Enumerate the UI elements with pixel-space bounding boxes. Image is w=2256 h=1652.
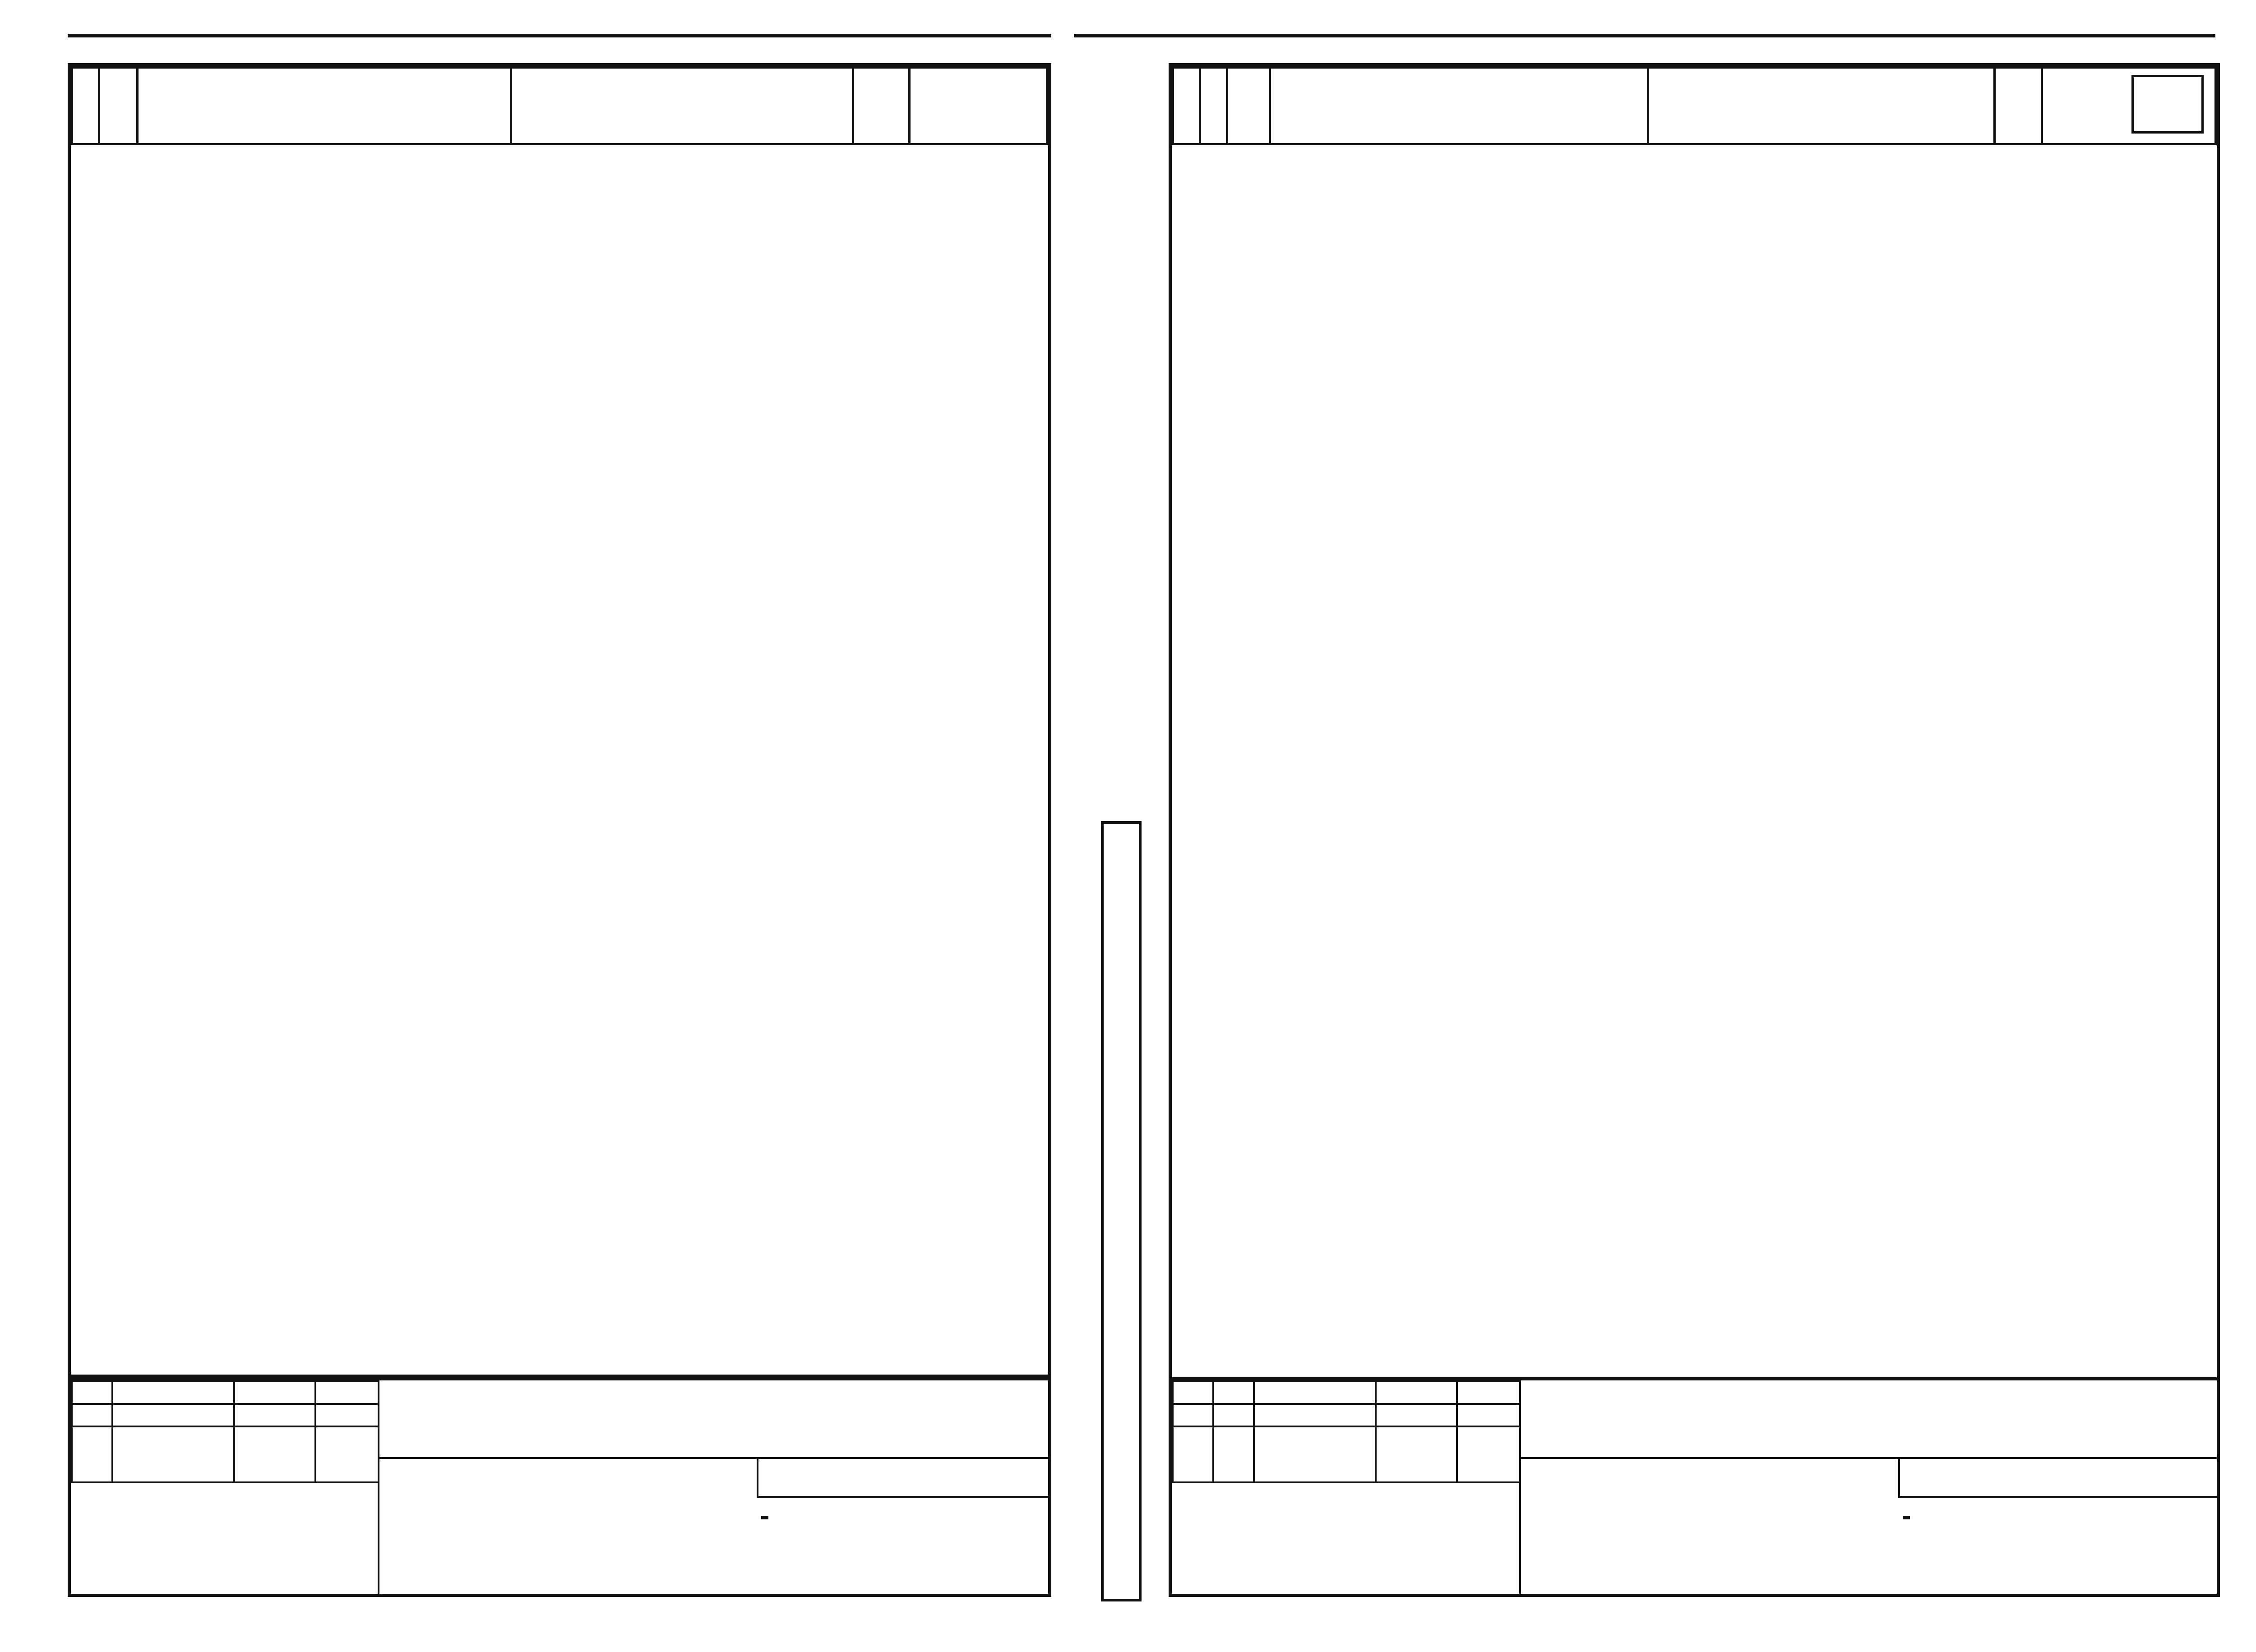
- col-header-name: [511, 68, 853, 144]
- col-header-designation: [1270, 68, 1648, 144]
- right-title-area: [1169, 1380, 2220, 1597]
- left-title-area: [68, 1380, 1051, 1597]
- col-header-designation: [137, 68, 511, 144]
- right-spec-table: [1172, 66, 2217, 145]
- left-org-logo: [761, 1516, 772, 1519]
- side-stamp-strip: [1101, 821, 1142, 1601]
- col-header-note: [2042, 68, 2215, 144]
- col-header-qty: [853, 68, 909, 144]
- left-sheet-top-rule: [68, 34, 1051, 37]
- right-lit-box: [1898, 1457, 2220, 1498]
- right-org-logo: [1903, 1516, 1914, 1519]
- col-header-format: [1173, 68, 1200, 144]
- page-number: [2131, 75, 2204, 134]
- left-lit-box: [757, 1457, 1051, 1498]
- col-header-pos: [99, 68, 137, 144]
- left-signatures-table: [71, 1380, 379, 1483]
- left-spec-table: [71, 66, 1048, 145]
- col-header-qty: [1994, 68, 2042, 144]
- col-header-note: [909, 68, 1047, 144]
- org-logo-mark: [761, 1516, 768, 1519]
- col-header-zone: [1200, 68, 1227, 144]
- right-signatures-table: [1172, 1380, 1521, 1483]
- left-spec-sheet: [68, 63, 1051, 1380]
- col-header-name: [1648, 68, 1994, 144]
- right-sheet-top-rule: [1074, 34, 2215, 37]
- col-header-zone: [72, 68, 99, 144]
- right-spec-sheet: [1169, 63, 2220, 1380]
- col-header-pos: [1227, 68, 1270, 144]
- org-logo-mark: [1903, 1516, 1910, 1519]
